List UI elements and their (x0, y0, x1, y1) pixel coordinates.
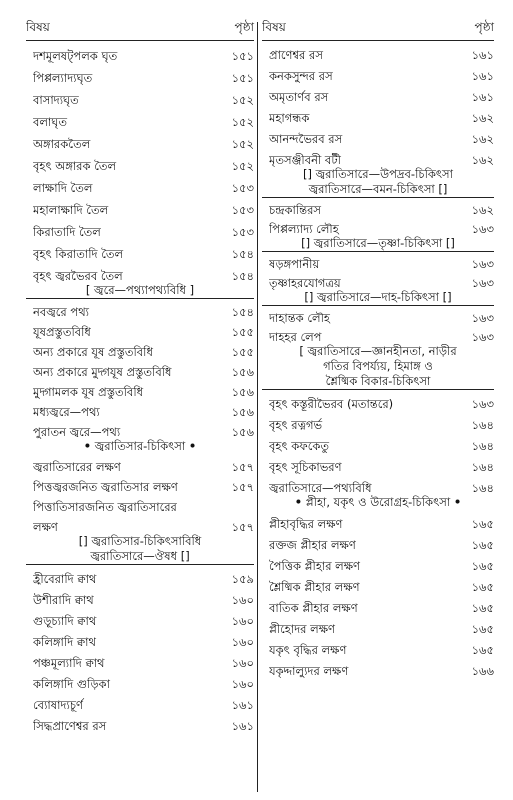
toc-entry (262, 538, 494, 552)
toc-entry (26, 345, 254, 359)
toc-entry (26, 365, 254, 379)
toc-entry (262, 111, 494, 125)
entry-page-number: ১৫২ (231, 115, 254, 129)
section-rule (26, 298, 254, 299)
entry-list (262, 517, 494, 678)
entry-title: বৃহৎ কিরাতাদি তৈল (33, 247, 124, 261)
entry-title: কলিঙ্গাদি ক্বাথ (33, 635, 96, 649)
entry-title: যূষপ্রস্তুতবিধি (33, 325, 91, 339)
entry-title: লক্ষণ (33, 520, 58, 534)
entry-title: হ্রীবেরাদি ক্বাথ (33, 572, 97, 586)
entry-page-number: ১৫১ (231, 71, 254, 85)
toc-entry (26, 225, 254, 239)
entry-page-number: ১৬০ (231, 656, 254, 670)
entry-page-number: ১৬২ (471, 132, 494, 146)
entry-title: কিরাতাদি তৈল (33, 225, 101, 239)
entry-page-number: ১৬৩ (471, 330, 494, 344)
entry-title: কলিঙ্গাদি গুড়িকা (33, 677, 110, 691)
entry-title: বাতিক প্লীহার লক্ষণ (269, 601, 358, 615)
toc-entry (262, 69, 494, 83)
section-rule (26, 564, 254, 565)
entry-list (26, 460, 254, 534)
section-heading: [] জ্বরাতিসার-চিকিৎসাবিধি (78, 534, 202, 548)
entry-title: মুদ্গামলক যূষ প্রস্তুতবিধি (33, 385, 144, 399)
entry-title: বৃহৎ জ্বরভৈরব তৈল (33, 269, 123, 283)
entry-page-number: ১৬০ (231, 677, 254, 691)
toc-entry (262, 580, 494, 594)
toc-entry (262, 622, 494, 636)
section-heading: [ জ্বরে—পথ্যাপথ্যবিধি ] (85, 283, 195, 297)
entry-page-number: ১৬২ (471, 153, 494, 167)
entry-page-number: ১৫২ (231, 93, 254, 107)
toc-entry (262, 222, 494, 236)
section-rule (262, 389, 494, 390)
left-column (26, 20, 254, 733)
toc-entry (26, 385, 254, 399)
toc-entry (26, 719, 254, 733)
section-heading: জ্বরাতিসারে—বমন-চিকিৎসা [] (308, 182, 448, 196)
toc-entry (26, 635, 254, 649)
toc-entry (26, 115, 254, 129)
entry-page-number: ১৫৩ (231, 203, 254, 217)
entry-title: ব্যোষাদ্যচূর্ণ (33, 698, 83, 712)
entry-page-number: ১৬১ (471, 69, 494, 83)
toc-entry (262, 132, 494, 146)
entry-title: মৃতসঞ্জীবনী বটী (269, 153, 341, 167)
toc-entry (262, 643, 494, 657)
toc-entry (262, 664, 494, 678)
toc-entry (262, 481, 494, 495)
toc-entry (262, 311, 494, 325)
page-heading: পৃষ্ঠা (234, 20, 254, 34)
toc-entry (26, 305, 254, 319)
entry-page-number: ১৬৪ (471, 460, 494, 474)
toc-entry (26, 247, 254, 261)
toc-entry (26, 500, 254, 514)
right-column (262, 20, 494, 678)
entry-page-number: ১৬০ (231, 614, 254, 628)
toc-entry (262, 418, 494, 432)
entry-title: দশমূলষট্পলক ঘৃত (33, 49, 118, 63)
entry-title: প্রাণেশ্বর রস (269, 48, 323, 62)
entry-page-number: ১৬৪ (471, 439, 494, 453)
section-heading: শ্লৈষ্মিক বিকার-চিকিৎসা (325, 374, 431, 388)
entry-title: লাক্ষাদি তৈল (33, 181, 93, 195)
entry-page-number: ১৫৭ (231, 460, 254, 474)
section-heading: [] জ্বরাতিসারে—উপদ্রব-চিকিৎসা (302, 167, 453, 181)
entry-title: যকৃদ্দাল্যুদর লক্ষণ (269, 664, 349, 678)
toc-entry (262, 517, 494, 531)
entry-page-number: ১৬২ (471, 203, 494, 217)
entry-page-number: ১৬০ (231, 635, 254, 649)
entry-title: অন্য প্রকারে যূষ প্রস্তুতবিধি (33, 345, 153, 359)
toc-entry (26, 269, 254, 283)
entry-page-number: ১৫২ (231, 137, 254, 151)
entry-title: রক্তজ প্লীহার লক্ষণ (269, 538, 356, 552)
subject-heading: বিষয় (26, 20, 50, 34)
entry-page-number: ১৬১ (471, 48, 494, 62)
section-heading: [] জ্বরাতিসারে—দাহ-চিকিৎসা [] (304, 290, 452, 304)
section-heading: [ জ্বরাতিসারে—জ্ঞানহীনতা, নাড়ীর (299, 344, 457, 358)
section-rule (262, 197, 494, 198)
entry-list (26, 572, 254, 733)
toc-entry (26, 520, 254, 534)
toc-entry (262, 257, 494, 271)
toc-entry (26, 203, 254, 217)
toc-entry (26, 405, 254, 419)
entry-page-number: ১৫৫ (231, 325, 254, 339)
toc-entry (26, 159, 254, 173)
toc-entry (26, 677, 254, 691)
entry-title: সিদ্ধপ্রাণেশ্বর রস (33, 719, 107, 733)
entry-title: অমৃতার্ণব রস (269, 90, 329, 104)
entry-page-number: ১৬৩ (471, 222, 494, 236)
subject-heading: বিষয় (262, 20, 286, 34)
entry-title: দাহহর লেপ (269, 330, 322, 344)
toc-entry (26, 71, 254, 85)
section-heading: [] জ্বরাতিসারে—তৃষ্ণা-চিকিৎসা [] (301, 236, 455, 250)
entry-page-number: ১৬১ (231, 698, 254, 712)
toc-entry (262, 48, 494, 62)
entry-title: উশীরাদি ক্বাথ (33, 593, 94, 607)
entry-page-number: ১৫৬ (231, 365, 254, 379)
entry-page-number: ১৫৪ (231, 269, 254, 283)
toc-entry (26, 49, 254, 63)
entry-title: মধ্যজ্বরে—পথ্য (33, 405, 100, 419)
entry-page-number: ১৬৩ (471, 397, 494, 411)
entry-page-number: ১৬৫ (471, 601, 494, 615)
toc-entry (26, 425, 254, 439)
toc-entry (26, 656, 254, 670)
toc-entry (26, 93, 254, 107)
entry-title: পৈত্তিক প্লীহার লক্ষণ (269, 559, 361, 573)
entry-title: চন্দ্রকান্তিরস (269, 203, 322, 217)
entry-title: বাসাদ্যঘৃত (33, 93, 79, 107)
entry-title: পুরাতন জ্বরে—পথ্য (33, 425, 121, 439)
toc-entry (26, 181, 254, 195)
entry-title: তৃষ্ণাহরযোগত্রয় (269, 276, 341, 290)
section-heading: জ্বরাতিসারে—ঔষধ [] (90, 549, 190, 563)
entry-list (26, 305, 254, 439)
entry-page-number: ১৬৫ (471, 538, 494, 552)
toc-entry (262, 601, 494, 615)
entry-page-number: ১৫২ (231, 159, 254, 173)
entry-title: অঙ্গারকতৈল (33, 137, 91, 151)
entry-page-number: ১৬৫ (471, 622, 494, 636)
header-rule (26, 40, 254, 41)
entry-title: বৃহৎ কফকেতু (269, 439, 329, 453)
entry-title: জ্বরাতিসারের লক্ষণ (33, 460, 121, 474)
entry-title: প্লীহোদর লক্ষণ (269, 622, 336, 636)
entry-title: ষড়ঙ্গপানীয় (269, 257, 320, 271)
entry-page-number: ১৫৬ (231, 405, 254, 419)
entry-title: মহাগন্ধক (269, 111, 310, 125)
section-heading: গতির বিপর্য্যয়, হিমাঙ্গ ও (323, 359, 433, 373)
toc-entry (262, 559, 494, 573)
entry-title: আনন্দভৈরব রস (269, 132, 343, 146)
toc-entry (26, 137, 254, 151)
entry-page-number: ১৫৬ (231, 385, 254, 399)
entry-title: বৃহৎ রত্নগর্ভ (269, 418, 323, 432)
entry-page-number: ১৬০ (231, 593, 254, 607)
entry-title: বলাঘৃত (33, 115, 68, 129)
entry-list (262, 257, 494, 290)
column-divider (257, 22, 258, 792)
entry-title: জ্বরাতিসারে—পথ্যবিধি (269, 481, 372, 495)
entry-page-number: ১৫৩ (231, 225, 254, 239)
toc-entry (262, 90, 494, 104)
header-rule (262, 40, 494, 41)
entry-title: প্লীহাবৃদ্ধির লক্ষণ (269, 517, 343, 531)
entry-title: বৃহৎ কস্তূরীভৈরব (মতান্তরে) (269, 397, 394, 411)
entry-page-number: ১৫৩ (231, 181, 254, 195)
entry-page-number: ১৬৩ (471, 311, 494, 325)
entry-list (262, 397, 494, 495)
entry-title: শ্লৈষ্মিক প্লীহার লক্ষণ (269, 580, 360, 594)
toc-entry (26, 593, 254, 607)
entry-page-number: ১৫৪ (231, 247, 254, 261)
entry-page-number: ১৫১ (231, 49, 254, 63)
toc-entry (262, 153, 494, 167)
entry-list (26, 49, 254, 283)
entry-page-number: ১৬৪ (471, 418, 494, 432)
entry-page-number: ১৬১ (231, 719, 254, 733)
entry-title: অন্য প্রকারে মুদ্গযূষ প্রস্তুতবিধি (33, 365, 172, 379)
entry-page-number: ১৬৩ (471, 276, 494, 290)
entry-page-number: ১৫৭ (231, 520, 254, 534)
entry-page-number: ১৬৬ (471, 664, 494, 678)
entry-title: নবজ্বরে পথ্য (33, 305, 89, 319)
entry-list (262, 311, 494, 344)
entry-page-number: ১৬৫ (471, 643, 494, 657)
entry-page-number: ১৬৩ (471, 257, 494, 271)
toc-entry (26, 614, 254, 628)
entry-title: দাহান্তক লৌহ (269, 311, 330, 325)
section-heading: • জ্বরাতিসার-চিকিৎসা • (83, 439, 197, 453)
toc-entry (26, 480, 254, 494)
entry-title: পঞ্চমূল্যাদি ক্বাথ (33, 656, 105, 670)
toc-entry (26, 460, 254, 474)
toc-entry (262, 397, 494, 411)
entry-page-number: ১৬১ (471, 90, 494, 104)
column-header (26, 20, 254, 34)
entry-page-number: ১৫৯ (231, 572, 254, 586)
entry-title: বৃহৎ সূচিকাভরণ (269, 460, 342, 474)
entry-page-number: ১৫৭ (231, 480, 254, 494)
entry-page-number: ১৬২ (471, 111, 494, 125)
entry-page-number: ১৬৫ (471, 517, 494, 531)
entry-page-number: ১৫৪ (231, 305, 254, 319)
entry-page-number: ১৬৪ (471, 481, 494, 495)
entry-title: পিত্তজ্বরজনিত জ্বরাতিসার লক্ষণ (33, 480, 178, 494)
entry-page-number: ১৫৬ (231, 425, 254, 439)
entry-list (262, 48, 494, 167)
toc-entry (262, 460, 494, 474)
toc-entry (26, 572, 254, 586)
entry-list (262, 203, 494, 236)
column-header (262, 20, 494, 34)
toc-entry (26, 698, 254, 712)
entry-title: বৃহৎ অঙ্গারক তৈল (33, 159, 117, 173)
entry-title: যকৃৎ বৃদ্ধির লক্ষণ (269, 643, 347, 657)
toc-entry (262, 330, 494, 344)
section-rule (262, 305, 494, 306)
entry-page-number: ১৫৫ (231, 345, 254, 359)
section-heading: • প্লীহা, যকৃৎ ও উরোগ্রহ-চিকিৎসা • (294, 495, 462, 509)
entry-title: মহালাক্ষাদি তৈল (33, 203, 109, 217)
entry-title: পিপ্পল্যাদ্য লৌহ (269, 222, 339, 236)
entry-page-number: ১৬৫ (471, 559, 494, 573)
entry-title: পিত্তাতিসারজনিত জ্বরাতিসারের (33, 500, 177, 514)
section-rule (262, 251, 494, 252)
toc-entry (262, 276, 494, 290)
toc-entry (262, 203, 494, 217)
entry-page-number: ১৬৫ (471, 580, 494, 594)
toc-entry (262, 439, 494, 453)
entry-title: কনকসুন্দর রস (269, 69, 333, 83)
entry-title: পিপ্পল্যাদ্যঘৃত (33, 71, 93, 85)
toc-entry (26, 325, 254, 339)
page-heading: পৃষ্ঠা (474, 20, 494, 34)
entry-title: গুড়ূচ্যাদি ক্বাথ (33, 614, 97, 628)
